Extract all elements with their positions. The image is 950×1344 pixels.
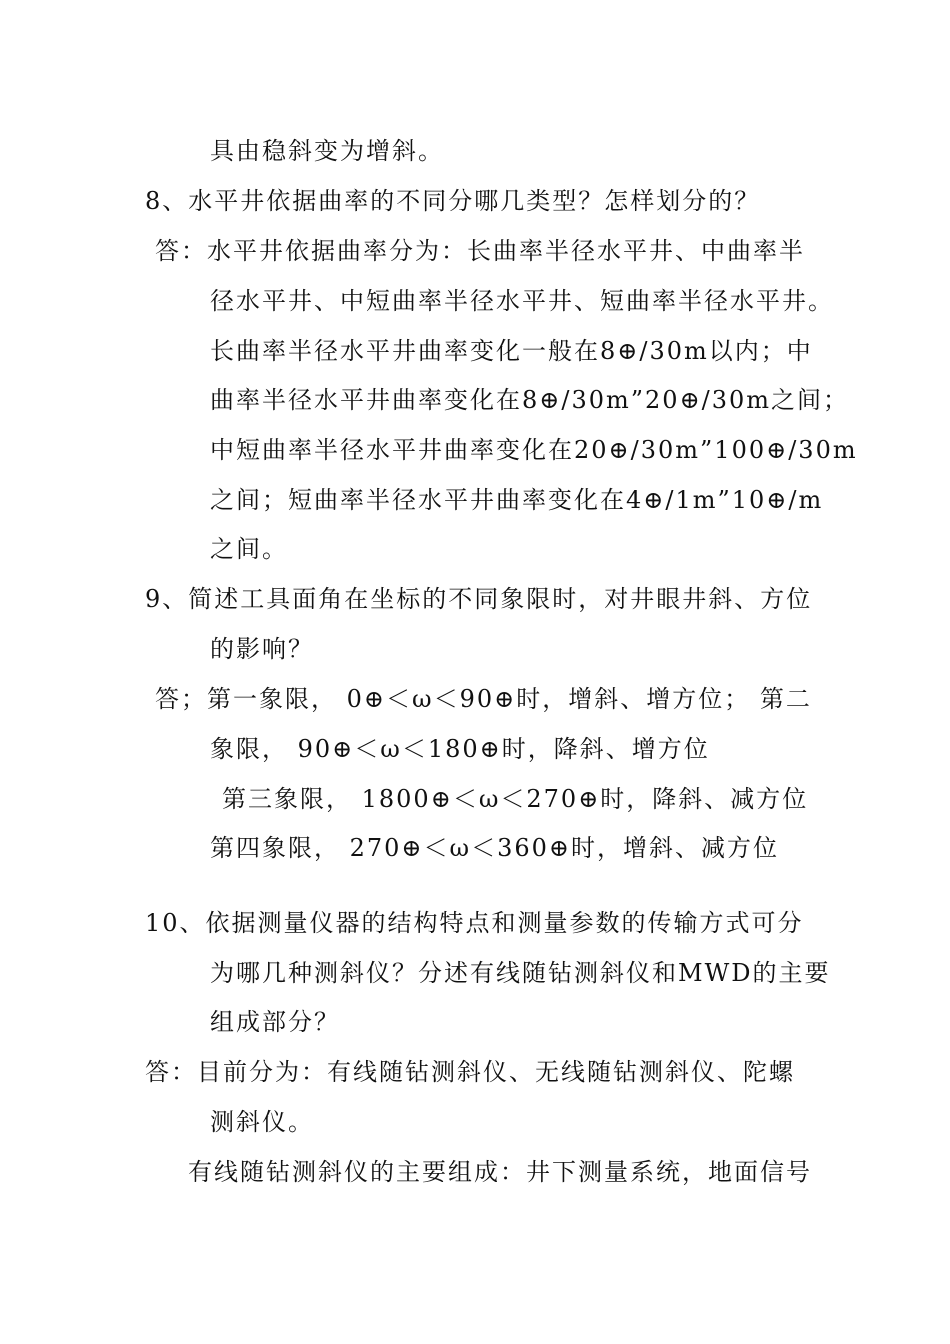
- answer-8-line: 之间。: [210, 535, 288, 563]
- question-9-title: 9、简述工具面角在坐标的不同象限时，对井眼井斜、方位: [145, 585, 813, 613]
- answer-8-line: 径水平井、中短曲率半径水平井、短曲率半径水平井。: [210, 287, 834, 315]
- question-10-title: 组成部分？: [210, 1008, 340, 1036]
- question-10-title: 10、依据测量仪器的结构特点和测量参数的传输方式可分: [145, 909, 804, 937]
- answer-10-line: 有线随钻测斜仪的主要组成：井下测量系统，地面信号: [188, 1158, 812, 1186]
- answer-9-line: 答；第一象限， 0⊕＜ω＜90⊕时，增斜、增方位； 第二: [155, 685, 812, 713]
- answer-10-line: 测斜仪。: [210, 1108, 314, 1136]
- answer-9-line: 第三象限， 1800⊕＜ω＜270⊕时，降斜、减方位: [222, 785, 809, 813]
- answer-8-line: 曲率半径水平井曲率变化在8⊕/30m”20⊕/30m之间；: [210, 386, 850, 414]
- paragraph-line: 具由稳斜变为增斜。: [210, 137, 444, 165]
- answer-8-line: 中短曲率半径水平井曲率变化在20⊕/30m”100⊕/30m: [210, 436, 858, 464]
- answer-8-line: 答：水平井依据曲率分为：长曲率半径水平井、中曲率半: [155, 237, 805, 265]
- question-10-title: 为哪几种测斜仪？分述有线随钻测斜仪和MWD的主要: [210, 959, 831, 987]
- answer-9-line: 象限， 90⊕＜ω＜180⊕时，降斜、增方位: [210, 735, 710, 763]
- question-8-title: 8、水平井依据曲率的不同分哪几类型？怎样划分的？: [145, 187, 761, 215]
- answer-10-line: 答：目前分为：有线随钻测斜仪、无线随钻测斜仪、陀螺: [145, 1058, 795, 1086]
- answer-9-line: 第四象限， 270⊕＜ω＜360⊕时，增斜、减方位: [210, 834, 780, 862]
- answer-8-line: 之间；短曲率半径水平井曲率变化在4⊕/1m”10⊕/m: [210, 486, 824, 514]
- question-9-title: 的影响？: [210, 635, 314, 663]
- answer-8-line: 长曲率半径水平井曲率变化一般在8⊕/30m以内；中: [210, 337, 813, 365]
